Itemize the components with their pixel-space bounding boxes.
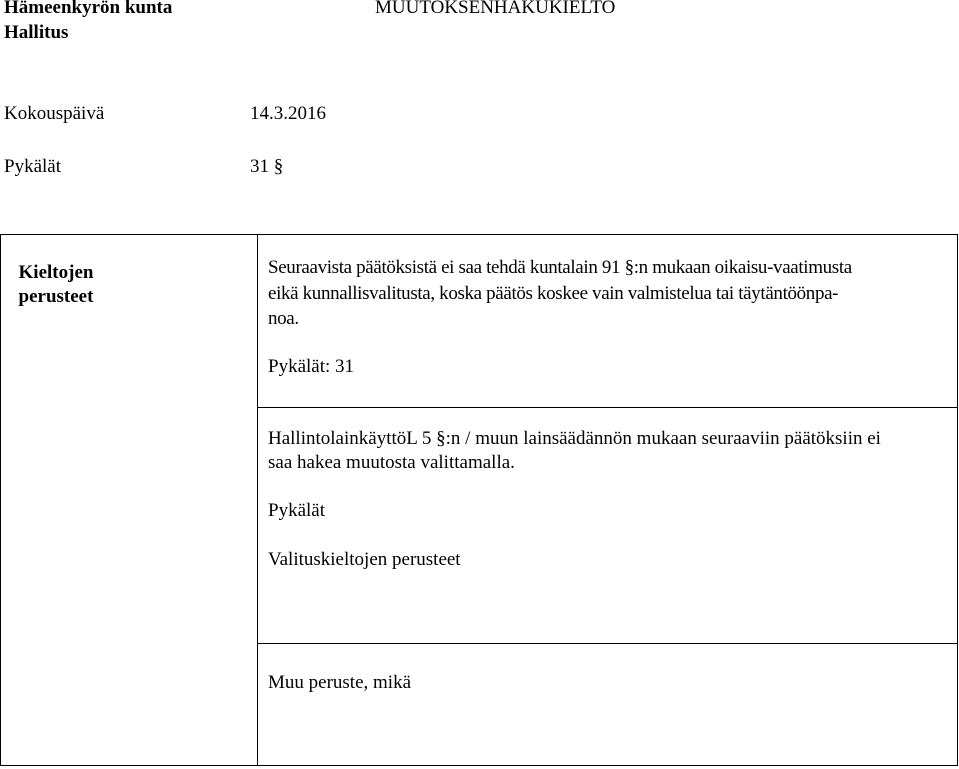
- municipal-law-text-line: Seuraavista päätöksistä ei saa tehdä kuntalain 91 §:n mukaan oikaisu-vaatimusta: [268, 257, 852, 278]
- meeting-date-value: 14.3.2016: [250, 103, 326, 124]
- column-divider: [257, 235, 258, 765]
- other-reason-label: Muu peruste, mikä: [268, 672, 412, 693]
- municipal-law-sections: Pykälät: 31: [268, 356, 355, 377]
- row-divider-admin: [257, 643, 957, 644]
- row-divider-municipal: [257, 407, 957, 408]
- meeting-date-label: Kokouspäivä: [4, 103, 105, 124]
- prohibition-reasons-heading: Kieltojen perusteet: [18, 262, 94, 307]
- municipal-law-text-line: eikä kunnallisvalitusta, koska päätös koskee vain valmistelua tai täytäntöönpa-: [268, 283, 839, 304]
- sections-value: 31 §: [250, 156, 284, 177]
- admin-law-sections: Pykälät: [268, 500, 325, 521]
- admin-law-text-line: saa hakea muutosta valittamalla.: [268, 452, 515, 473]
- appeal-prohibition-reasons: Valituskieltojen perusteet: [268, 549, 461, 570]
- appeal-prohibition-table: [0, 234, 958, 766]
- document-title: MUUTOKSENHAKUKIELTO: [375, 0, 616, 18]
- sections-label: Pykälät: [4, 156, 61, 177]
- governing-body: Hallitus: [4, 22, 69, 43]
- organization-name: Hämeenkyrön kunta: [4, 0, 173, 18]
- municipal-law-text-line: noa.: [268, 308, 299, 329]
- admin-law-text-line: HallintolainkäyttöL 5 §:n / muun lainsäädännön mukaan seuraaviin päätöksiin ei: [268, 428, 881, 449]
